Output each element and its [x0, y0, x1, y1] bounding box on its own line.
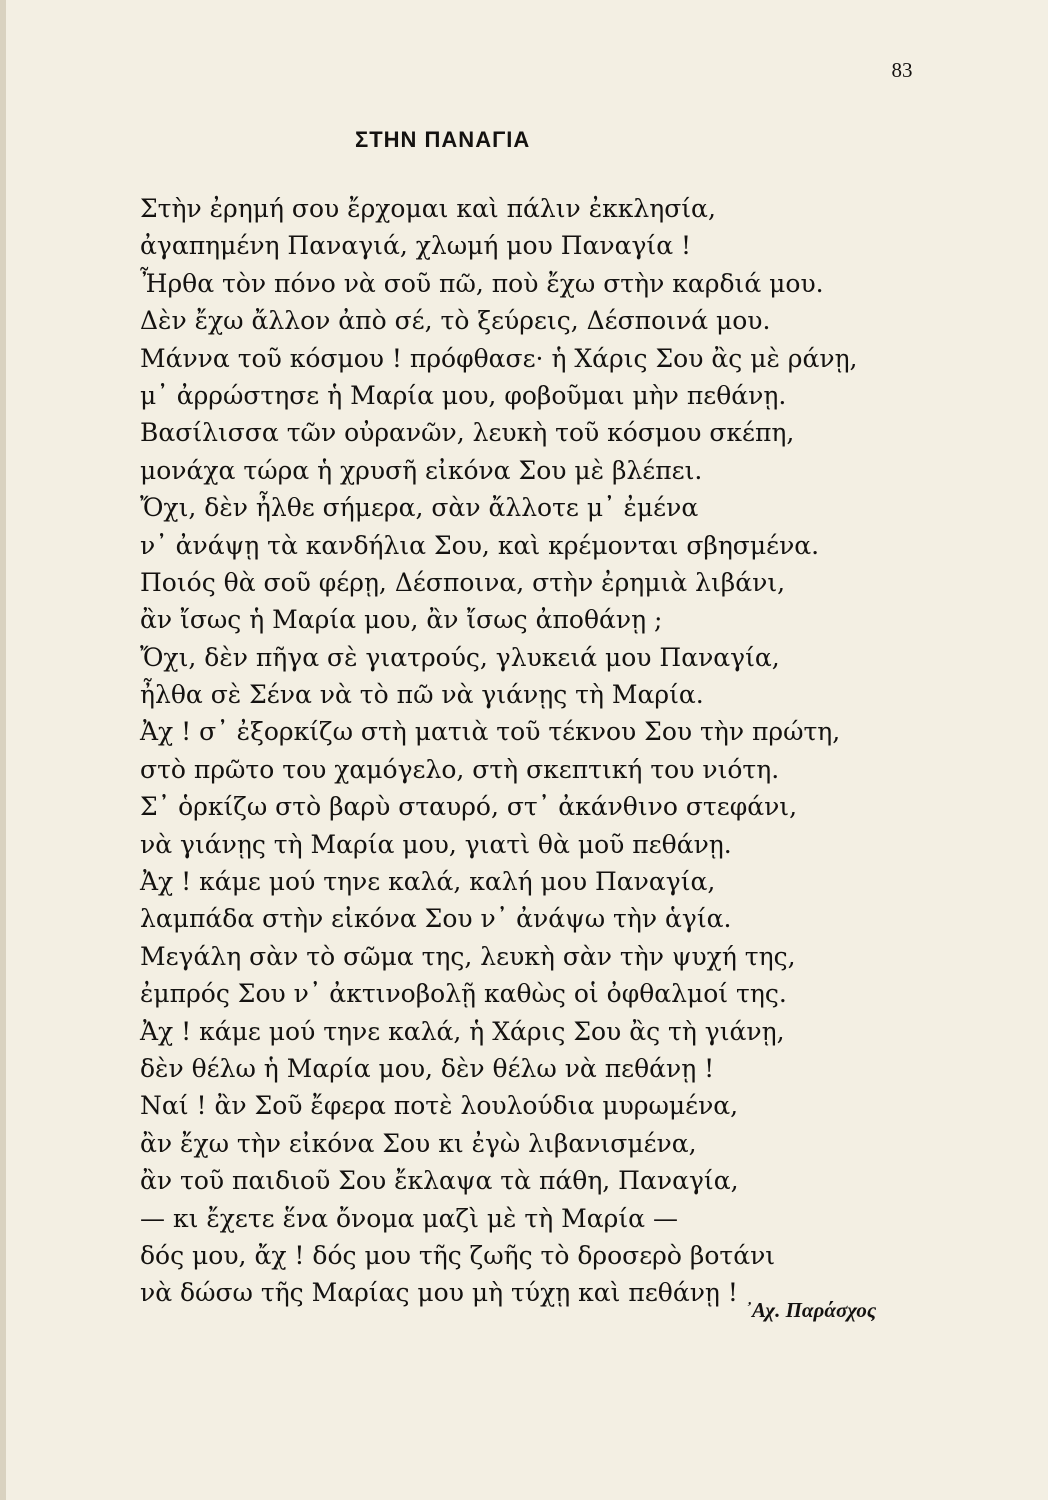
poem-title: ΣΤΗΝ ΠΑΝΑΓΙΑ [355, 127, 531, 152]
poem-line: ἦλθα σὲ Σένα νὰ τὸ πῶ νὰ γιάνῃς τὴ Μαρία. [140, 680, 704, 710]
poem-line: ἀγαπημένη Παναγιά, χλωμή μου Παναγία ! [140, 231, 692, 261]
poem-line: Ὄχι, δὲν ἦλθε σήμερα, σὰν ἄλλοτε μ᾿ ἐμένα [140, 493, 699, 523]
poem-line: Βασίλισσα τῶν οὐρανῶν, λευκὴ τοῦ κόσμου σκέπη, [140, 418, 795, 448]
poem-line: Ποιός θὰ σοῦ φέρῃ, Δέσποινα, στὴν ἐρημιὰ λιβάνι, [140, 567, 786, 597]
poem-line: νὰ γιάνῃς τὴ Μαρία μου, γιατὶ θὰ μοῦ πεθάνῃ. [140, 829, 732, 859]
poem-line: Μάννα τοῦ κόσμου ! πρόφθασε· ἡ Χάρις Σου ἂς μὲ ράνῃ, [140, 343, 858, 373]
poem-line: μ᾿ ἀρρώστησε ἡ Μαρία μου, φοβοῦμαι μὴν πεθάνῃ. [140, 380, 787, 410]
poem-line: Ὄχι, δὲν πῆγα σὲ γιατρούς, γλυκειά μου Παναγία, [140, 642, 780, 672]
poem-line: μονάχα τώρα ἡ χρυσῆ εἰκόνα Σου μὲ βλέπει. [140, 455, 703, 485]
poem-line: Σ᾿ ὁρκίζω στὸ βαρὺ σταυρό, στ᾿ ἀκάνθινο στεφάνι, [140, 792, 798, 822]
poem-line: στὸ πρῶτο του χαμόγελο, στὴ σκεπτική του νιότη. [140, 754, 780, 784]
poem-line: νὰ δώσω τῆς Μαρίας μου μὴ τύχῃ καὶ πεθάνῃ ! [140, 1278, 738, 1308]
poem-line: λαμπάδα στὴν εἰκόνα Σου ν᾿ ἀνάψω τὴν ἁγία. [140, 904, 732, 934]
poem-line: ἂν ἔχω τὴν εἰκόνα Σου κι ἐγὼ λιβανισμένα, [140, 1128, 697, 1158]
poem-line: — κι ἔχετε ἕνα ὄνομα μαζὶ μὲ τὴ Μαρία — [140, 1203, 678, 1233]
poem-line: Ἀχ ! κάμε μού τηνε καλά, ἡ Χάρις Σου ἂς τὴ γιάνῃ, [140, 1016, 785, 1046]
poem-line: Ναί ! ἂν Σοῦ ἔφερα ποτὲ λουλούδια μυρωμένα, [140, 1091, 739, 1121]
author-signature: ᾿Αχ. Παράσχος [745, 1298, 877, 1322]
poem-body [140, 190, 930, 1312]
poem-line: ἂν ἴσως ἡ Μαρία μου, ἂν ἴσως ἀποθάνῃ ; [140, 605, 663, 635]
poem-line: δὲν θέλω ἡ Μαρία μου, δὲν θέλω νὰ πεθάνῃ ! [140, 1053, 715, 1083]
poem-line: Δὲν ἔχω ἄλλον ἀπὸ σέ, τὸ ξεύρεις, Δέσποινά μου. [140, 306, 771, 336]
poem-line: Στὴν ἐρημή σου ἔρχομαι καὶ πάλιν ἐκκλησία, [140, 194, 716, 223]
poem-line: Ἀχ ! κάμε μού τηνε καλά, καλή μου Παναγία, [140, 867, 716, 897]
page-number: 83 [891, 58, 913, 82]
poem-line: ἂν τοῦ παιδιοῦ Σου ἔκλαψα τὰ πάθη, Παναγία, [140, 1166, 739, 1196]
poem-line: Ἀχ ! σ᾿ ἐξορκίζω στὴ ματιὰ τοῦ τέκνου Σου τὴν πρώτη, [140, 717, 841, 747]
poem-line: Μεγάλη σὰν τὸ σῶμα της, λευκὴ σὰν τὴν ψυχή της, [140, 941, 796, 971]
page-edge [0, 0, 6, 1500]
poem-line: ἐμπρός Σου ν᾿ ἀκτινοβολῇ καθὼς οἱ ὀφθαλμοί της. [140, 979, 787, 1009]
poem-line: Ἦρθα τὸν πόνο νὰ σοῦ πῶ, ποὺ ἔχω στὴν καρδιά μου. [140, 268, 824, 298]
poem-line: ν᾿ ἀνάψῃ τὰ κανδήλια Σου, καὶ κρέμονται σβησμένα. [140, 530, 820, 560]
poem-line: δός μου, ἄχ ! δός μου τῆς ζωῆς τὸ δροσερὸ βοτάνι [140, 1240, 776, 1270]
